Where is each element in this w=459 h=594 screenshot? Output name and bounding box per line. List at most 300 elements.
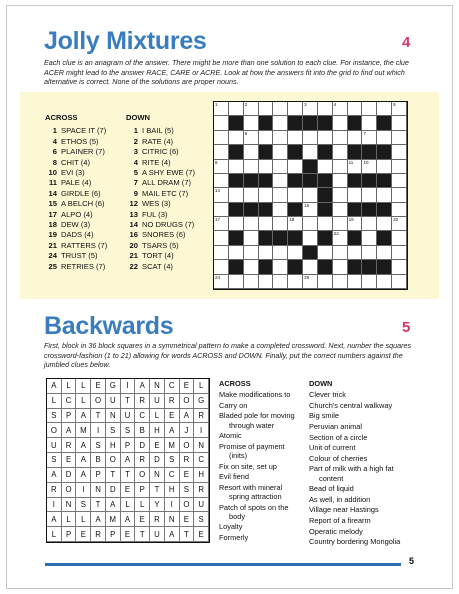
letter-cell[interactable]: T xyxy=(91,409,106,424)
clue-number: 17 xyxy=(48,209,57,219)
letter-cell[interactable]: T xyxy=(91,498,106,513)
grid-cell[interactable] xyxy=(333,275,348,289)
grid-cell[interactable] xyxy=(259,275,274,289)
letter-cell[interactable]: E xyxy=(135,512,150,527)
grid-cell[interactable] xyxy=(244,217,259,231)
grid-block xyxy=(348,116,363,130)
grid-cell[interactable] xyxy=(392,260,407,274)
grid-cell[interactable] xyxy=(273,116,288,130)
grid-cell[interactable] xyxy=(303,188,318,202)
grid-cell[interactable] xyxy=(392,246,407,260)
grid-cell[interactable] xyxy=(273,246,288,260)
letter-cell[interactable]: M xyxy=(165,438,180,453)
clue-row: Carry on xyxy=(219,400,248,410)
grid-cell[interactable] xyxy=(362,231,377,245)
grid-cell[interactable] xyxy=(333,131,348,145)
letter-cell[interactable]: D xyxy=(62,468,77,483)
letter-cell[interactable]: N xyxy=(194,438,209,453)
clue-number: 18 xyxy=(48,220,57,230)
clue-text: TORT (4) xyxy=(142,251,174,261)
letter-cell[interactable]: T xyxy=(121,394,136,409)
letter-cell[interactable]: L xyxy=(62,379,77,394)
grid-cell[interactable] xyxy=(348,246,363,260)
footer-rule xyxy=(45,563,401,566)
letter-cell[interactable]: N xyxy=(106,409,121,424)
crossword-grid[interactable] xyxy=(213,101,408,290)
letter-cell[interactable]: C xyxy=(194,453,209,468)
letter-cell[interactable]: U xyxy=(106,394,121,409)
letter-cell[interactable]: H xyxy=(194,468,209,483)
grid-cell[interactable] xyxy=(214,145,229,159)
letter-cell[interactable]: A xyxy=(76,453,91,468)
letter-cell[interactable]: S xyxy=(47,409,62,424)
letter-cell[interactable]: H xyxy=(106,438,121,453)
letter-cell[interactable]: N xyxy=(62,498,77,513)
grid-cell[interactable] xyxy=(303,217,318,231)
grid-cell[interactable] xyxy=(392,174,407,188)
grid-cell[interactable] xyxy=(214,131,229,145)
grid-cell[interactable] xyxy=(362,275,377,289)
grid-cell[interactable] xyxy=(333,160,348,174)
grid-cell[interactable] xyxy=(377,275,392,289)
letter-cell[interactable]: L xyxy=(76,394,91,409)
clue-row xyxy=(126,251,195,261)
letter-cell[interactable]: U xyxy=(47,438,62,453)
grid-cell[interactable] xyxy=(288,102,303,116)
letter-cell[interactable]: R xyxy=(194,483,209,498)
grid-cell[interactable] xyxy=(318,131,333,145)
letter-cell[interactable]: P xyxy=(106,527,121,542)
clue-row xyxy=(126,199,195,209)
grid-cell[interactable] xyxy=(377,217,392,231)
letter-cell[interactable]: R xyxy=(62,438,77,453)
cell-number: 24 xyxy=(215,274,221,280)
grid-cell[interactable] xyxy=(229,160,244,174)
letter-cell[interactable]: M xyxy=(106,512,121,527)
grid-block xyxy=(377,116,392,130)
grid-block xyxy=(288,231,303,245)
letter-cell[interactable]: A xyxy=(165,527,180,542)
letter-cell[interactable]: I xyxy=(91,423,106,438)
letter-cell[interactable]: C xyxy=(165,468,180,483)
grid-cell[interactable] xyxy=(244,160,259,174)
letter-cell[interactable]: L xyxy=(47,394,62,409)
grid-cell[interactable] xyxy=(229,188,244,202)
cell-number: 3 xyxy=(304,102,307,107)
grid-cell[interactable] xyxy=(273,131,288,145)
grid-cell[interactable] xyxy=(244,275,259,289)
cell-number: 14 xyxy=(215,188,221,194)
grid-cell[interactable] xyxy=(288,275,303,289)
letter-cell[interactable]: E xyxy=(91,379,106,394)
clue-text: FUL (3) xyxy=(142,209,168,219)
clue-row xyxy=(126,147,195,157)
grid-cell[interactable] xyxy=(377,131,392,145)
grid-cell[interactable] xyxy=(288,188,303,202)
letter-cell[interactable]: I xyxy=(76,483,91,498)
letter-cell[interactable]: E xyxy=(121,483,136,498)
clue-number: 6 xyxy=(52,147,57,157)
cell-number: 22 xyxy=(333,231,339,237)
clue-row: Bead of liquid xyxy=(309,484,354,494)
grid-cell[interactable] xyxy=(377,246,392,260)
grid-cell[interactable] xyxy=(303,260,318,274)
grid-cell[interactable] xyxy=(348,102,363,116)
grid-cell[interactable] xyxy=(392,275,407,289)
letter-cell[interactable]: L xyxy=(135,498,150,513)
grid-cell[interactable] xyxy=(392,188,407,202)
grid-cell[interactable] xyxy=(303,145,318,159)
grid-cell[interactable] xyxy=(333,246,348,260)
grid-cell[interactable] xyxy=(214,160,229,174)
grid-cell[interactable] xyxy=(362,116,377,130)
letter-cell[interactable]: N xyxy=(91,483,106,498)
clue-row: As well, in addition xyxy=(309,494,371,504)
grid-cell[interactable] xyxy=(392,116,407,130)
grid-cell[interactable] xyxy=(259,160,274,174)
grid-cell[interactable] xyxy=(333,145,348,159)
letter-cell[interactable]: L xyxy=(194,379,209,394)
clue-text: MAIL ETC (7) xyxy=(142,188,189,198)
grid-cell[interactable] xyxy=(333,116,348,130)
letter-cell[interactable]: S xyxy=(165,453,180,468)
letter-cell[interactable]: P xyxy=(121,438,136,453)
letter-cell[interactable]: E xyxy=(180,468,195,483)
letter-cell[interactable]: O xyxy=(135,468,150,483)
grid-cell[interactable] xyxy=(214,217,229,231)
grid-cell[interactable] xyxy=(229,275,244,289)
grid-cell[interactable] xyxy=(259,246,274,260)
letter-cell[interactable]: E xyxy=(180,379,195,394)
grid-cell[interactable] xyxy=(273,160,288,174)
letter-cell[interactable]: O xyxy=(91,394,106,409)
letter-cell[interactable]: U xyxy=(150,394,165,409)
grid-cell[interactable] xyxy=(214,246,229,260)
grid-cell[interactable] xyxy=(244,145,259,159)
grid-cell[interactable] xyxy=(318,246,333,260)
intro-text: Each clue is an anagram of the answer. There might be more than one solution to each clue. For instance, the clue ACER might lead to the answer RACE, CARE or ACRE. Look at how the answers fit into the grid to find out which alternative is correct. None of the solutions are proper nouns. xyxy=(44,58,409,86)
letter-cell[interactable]: E xyxy=(150,438,165,453)
clue-row xyxy=(126,241,195,251)
letter-cell[interactable]: R xyxy=(165,394,180,409)
grid-cell[interactable] xyxy=(392,231,407,245)
grid-cell[interactable] xyxy=(244,102,259,116)
grid-cell[interactable] xyxy=(273,217,288,231)
grid-cell[interactable] xyxy=(392,203,407,217)
letter-cell[interactable]: Y xyxy=(150,498,165,513)
letter-cell[interactable]: A xyxy=(47,468,62,483)
letter-cell[interactable]: A xyxy=(121,453,136,468)
grid-cell[interactable] xyxy=(318,275,333,289)
grid-cell[interactable] xyxy=(303,203,318,217)
letter-grid[interactable] xyxy=(46,378,210,543)
letter-cell[interactable]: D xyxy=(106,483,121,498)
clue-text: NO DRUGS (7) xyxy=(142,220,195,230)
grid-cell[interactable] xyxy=(214,102,229,116)
cell-number: 6 xyxy=(244,130,248,136)
grid-cell[interactable] xyxy=(259,188,274,202)
letter-cell[interactable]: A xyxy=(91,512,106,527)
grid-cell[interactable] xyxy=(318,160,333,174)
letter-cell[interactable]: T xyxy=(180,527,195,542)
cell-number: 20 xyxy=(393,217,399,223)
letter-cell[interactable]: A xyxy=(165,423,180,438)
grid-cell[interactable] xyxy=(303,231,318,245)
letter-cell[interactable]: A xyxy=(62,423,77,438)
letter-cell[interactable]: S xyxy=(180,483,195,498)
letter-cell[interactable]: S xyxy=(106,423,121,438)
letter-cell[interactable]: T xyxy=(106,468,121,483)
letter-cell[interactable]: I xyxy=(194,423,209,438)
grid-cell[interactable] xyxy=(348,131,363,145)
letter-cell[interactable]: E xyxy=(194,527,209,542)
letter-cell[interactable]: N xyxy=(165,512,180,527)
grid-cell[interactable] xyxy=(229,102,244,116)
grid-cell[interactable] xyxy=(318,217,333,231)
cell-number: 2 xyxy=(244,102,248,107)
clue-text: DADS (4) xyxy=(61,230,94,240)
grid-cell[interactable] xyxy=(214,174,229,188)
letter-cell[interactable]: P xyxy=(135,483,150,498)
letter-cell[interactable]: L xyxy=(76,512,91,527)
letter-cell[interactable]: I xyxy=(47,498,62,513)
grid-block xyxy=(362,260,377,274)
letter-cell[interactable]: P xyxy=(62,409,77,424)
grid-cell[interactable] xyxy=(229,246,244,260)
letter-cell[interactable]: A xyxy=(47,512,62,527)
letter-cell[interactable]: O xyxy=(47,423,62,438)
grid-cell[interactable] xyxy=(362,102,377,116)
grid-cell[interactable] xyxy=(392,102,407,116)
section-title-jolly-mixtures: Jolly Mixtures xyxy=(44,27,207,55)
grid-block xyxy=(259,174,274,188)
letter-cell[interactable]: L xyxy=(62,512,77,527)
grid-cell[interactable] xyxy=(333,203,348,217)
grid-cell[interactable] xyxy=(377,102,392,116)
clue-row: Clever trick xyxy=(309,390,346,400)
clue-text: ETHOS (5) xyxy=(61,136,99,146)
letter-cell[interactable]: E xyxy=(121,527,136,542)
grid-cell[interactable] xyxy=(392,145,407,159)
grid-cell[interactable] xyxy=(214,260,229,274)
clue-text: TSARS (5) xyxy=(142,240,179,250)
grid-cell[interactable] xyxy=(348,160,363,174)
letter-cell[interactable]: S xyxy=(91,438,106,453)
clue-number: 4 xyxy=(52,136,57,146)
letter-cell[interactable]: N xyxy=(150,379,165,394)
letter-cell[interactable]: H xyxy=(150,423,165,438)
letter-cell[interactable]: O xyxy=(180,438,195,453)
grid-cell[interactable] xyxy=(244,260,259,274)
letter-cell[interactable]: O xyxy=(62,483,77,498)
letter-cell[interactable]: A xyxy=(76,468,91,483)
grid-cell[interactable] xyxy=(288,246,303,260)
letter-cell[interactable]: J xyxy=(180,423,195,438)
grid-cell[interactable] xyxy=(229,217,244,231)
letter-cell[interactable]: O xyxy=(180,394,195,409)
grid-cell[interactable] xyxy=(377,188,392,202)
grid-block xyxy=(318,231,333,245)
grid-cell[interactable] xyxy=(273,203,288,217)
grid-cell[interactable] xyxy=(244,116,259,130)
grid-cell[interactable] xyxy=(333,174,348,188)
grid-cell[interactable] xyxy=(214,116,229,130)
letter-cell[interactable]: O xyxy=(180,498,195,513)
letter-cell[interactable]: O xyxy=(106,453,121,468)
grid-cell[interactable] xyxy=(333,102,348,116)
letter-cell[interactable]: M xyxy=(76,423,91,438)
letter-cell[interactable]: P xyxy=(91,468,106,483)
grid-cell[interactable] xyxy=(244,131,259,145)
grid-cell[interactable] xyxy=(244,188,259,202)
letter-cell[interactable]: C xyxy=(62,394,77,409)
letter-cell[interactable]: A xyxy=(76,409,91,424)
letter-cell[interactable]: G xyxy=(106,379,121,394)
grid-cell[interactable] xyxy=(214,275,229,289)
letter-cell[interactable]: A xyxy=(180,409,195,424)
letter-cell[interactable]: R xyxy=(91,527,106,542)
letter-cell[interactable]: D xyxy=(135,438,150,453)
letter-cell[interactable]: S xyxy=(194,512,209,527)
letter-cell[interactable]: L xyxy=(121,498,136,513)
grid-cell[interactable] xyxy=(348,275,363,289)
letter-cell[interactable]: B xyxy=(91,453,106,468)
letter-cell[interactable]: R xyxy=(47,483,62,498)
grid-cell[interactable] xyxy=(214,203,229,217)
letter-cell[interactable]: U xyxy=(121,409,136,424)
grid-cell[interactable] xyxy=(333,260,348,274)
letter-cell[interactable]: R xyxy=(180,453,195,468)
letter-cell[interactable]: A xyxy=(106,498,121,513)
clue-text: DEW (3) xyxy=(61,220,91,230)
grid-cell[interactable] xyxy=(273,188,288,202)
grid-cell[interactable] xyxy=(259,102,274,116)
clue-row: Patch of spots on the body xyxy=(219,502,289,521)
grid-cell[interactable] xyxy=(348,217,363,231)
clue-number: 11 xyxy=(48,178,57,188)
clue-number: 1 xyxy=(133,126,138,136)
letter-cell[interactable]: D xyxy=(150,453,165,468)
clue-number: 5 xyxy=(133,168,138,178)
grid-cell[interactable] xyxy=(303,275,318,289)
grid-block xyxy=(348,203,363,217)
grid-cell[interactable] xyxy=(303,102,318,116)
grid-cell[interactable] xyxy=(303,131,318,145)
clue-number: 16 xyxy=(129,230,138,240)
grid-cell[interactable] xyxy=(333,217,348,231)
letter-cell[interactable]: R xyxy=(135,394,150,409)
grid-cell[interactable] xyxy=(333,231,348,245)
grid-cell[interactable] xyxy=(392,217,407,231)
grid-block xyxy=(288,260,303,274)
grid-cell[interactable] xyxy=(273,174,288,188)
grid-cell[interactable] xyxy=(333,188,348,202)
grid-block xyxy=(259,203,274,217)
grid-cell[interactable] xyxy=(377,160,392,174)
letter-cell[interactable]: S xyxy=(76,498,91,513)
grid-cell[interactable] xyxy=(273,260,288,274)
letter-cell[interactable]: S xyxy=(47,453,62,468)
letter-cell[interactable]: T xyxy=(121,468,136,483)
letter-cell[interactable]: I xyxy=(121,379,136,394)
letter-cell[interactable]: H xyxy=(165,483,180,498)
clue-text: WES (3) xyxy=(142,199,171,209)
grid-cell[interactable] xyxy=(318,102,333,116)
letter-cell[interactable]: P xyxy=(62,527,77,542)
letter-cell[interactable]: R xyxy=(194,409,209,424)
grid-block xyxy=(229,260,244,274)
clue-text: A SHY EWE (7) xyxy=(142,168,196,178)
grid-block xyxy=(318,145,333,159)
grid-cell[interactable] xyxy=(273,102,288,116)
grid-cell[interactable] xyxy=(259,217,274,231)
grid-block xyxy=(318,260,333,274)
letter-cell[interactable]: A xyxy=(121,512,136,527)
grid-block xyxy=(348,145,363,159)
letter-cell[interactable]: I xyxy=(165,498,180,513)
letter-cell[interactable]: B xyxy=(135,423,150,438)
clue-row xyxy=(45,137,107,147)
letter-cell[interactable]: C xyxy=(135,409,150,424)
section-title-backwards: Backwards xyxy=(44,312,174,340)
down-clues xyxy=(309,379,409,548)
grid-cell[interactable] xyxy=(214,231,229,245)
grid-cell[interactable] xyxy=(229,131,244,145)
grid-cell[interactable] xyxy=(392,131,407,145)
letter-cell[interactable]: G xyxy=(194,394,209,409)
letter-cell[interactable]: L xyxy=(47,527,62,542)
grid-cell[interactable] xyxy=(362,131,377,145)
grid-cell[interactable] xyxy=(288,217,303,231)
grid-cell[interactable] xyxy=(244,246,259,260)
grid-cell[interactable] xyxy=(244,231,259,245)
letter-cell[interactable]: N xyxy=(150,468,165,483)
letter-cell[interactable]: U xyxy=(150,527,165,542)
grid-cell[interactable] xyxy=(362,188,377,202)
letter-cell[interactable]: T xyxy=(150,483,165,498)
letter-cell[interactable]: U xyxy=(194,498,209,513)
letter-cell[interactable]: C xyxy=(165,379,180,394)
grid-cell[interactable] xyxy=(214,188,229,202)
grid-cell[interactable] xyxy=(259,131,274,145)
grid-cell[interactable] xyxy=(288,160,303,174)
letter-cell[interactable]: A xyxy=(47,379,62,394)
letter-cell[interactable]: R xyxy=(135,453,150,468)
letter-cell[interactable]: A xyxy=(135,379,150,394)
grid-cell[interactable] xyxy=(273,145,288,159)
grid-cell[interactable] xyxy=(348,188,363,202)
grid-cell[interactable] xyxy=(362,217,377,231)
grid-cell[interactable] xyxy=(288,131,303,145)
letter-cell[interactable]: E xyxy=(62,453,77,468)
clue-row xyxy=(45,262,107,272)
letter-cell[interactable]: L xyxy=(76,379,91,394)
grid-cell[interactable] xyxy=(362,246,377,260)
letter-cell[interactable]: E xyxy=(180,512,195,527)
letter-cell[interactable]: E xyxy=(76,527,91,542)
grid-cell[interactable] xyxy=(362,160,377,174)
letter-cell[interactable]: R xyxy=(150,512,165,527)
letter-cell[interactable]: S xyxy=(121,423,136,438)
grid-block xyxy=(303,160,318,174)
grid-cell[interactable] xyxy=(273,275,288,289)
letter-cell[interactable]: L xyxy=(150,409,165,424)
letter-cell[interactable]: E xyxy=(165,409,180,424)
grid-cell[interactable] xyxy=(392,160,407,174)
letter-cell[interactable]: T xyxy=(135,527,150,542)
clue-number: 10 xyxy=(48,168,57,178)
letter-cell[interactable]: A xyxy=(76,438,91,453)
